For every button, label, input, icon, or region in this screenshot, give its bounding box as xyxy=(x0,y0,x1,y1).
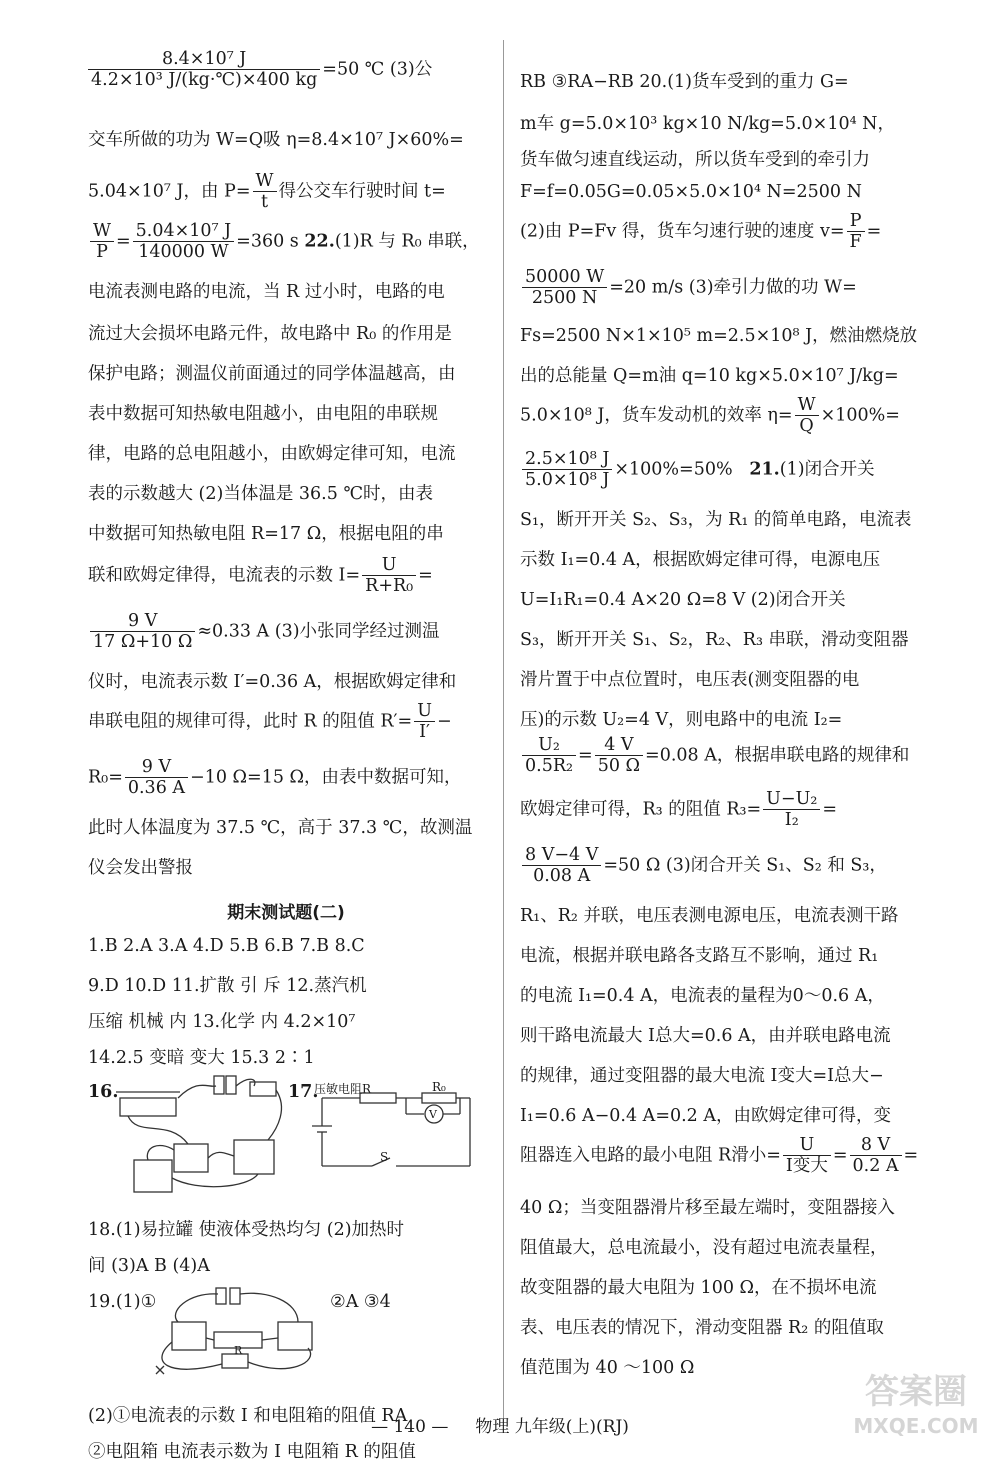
watermark-url: MXQE.COM xyxy=(853,1414,979,1438)
fraction: $\frac{8 V-4 V}{0.08 A}$ xyxy=(522,846,601,886)
diagram-label: R₀ xyxy=(432,1080,446,1094)
diagram-label: 压敏电阻R xyxy=(314,1082,372,1096)
fraction: $\frac{8 V}{0.2 A}$ xyxy=(850,1136,902,1176)
text-line: 流过大会损坏电路元件，故电路中 R₀ 的作用是 xyxy=(88,324,452,344)
text-line: 律，电路的总电阻越小，由欧姆定律可知，电流 xyxy=(88,444,456,464)
fraction: $\frac{U}{\text{I变大}}$ xyxy=(783,1136,831,1176)
text-line: 5.0×10⁸ J，货车发动机的效率 η= $\frac{W}{Q}$ ×100%= xyxy=(520,395,900,437)
text-line: I₁=0.6 A−0.4 A=0.2 A，由欧姆定律可得，变 xyxy=(520,1106,892,1126)
text-line: 出的总能量 Q=m油 q=10 kg×5.0×10⁷ J/kg= xyxy=(520,366,899,386)
text-line: 此时人体温度为 37.5 ℃，高于 37.3 ℃，故测温 xyxy=(88,818,473,838)
rheostat-icon xyxy=(120,1098,176,1116)
answer-line: 9.D 10.D 11.扩散 引 斥 12.蒸汽机 xyxy=(88,976,367,996)
text-line: 压)的示数 U₂=4 V，则电路中的电流 I₂= xyxy=(520,710,843,730)
text-line: RB ③RA−RB 20.(1)货车受到的重力 G= xyxy=(520,72,849,92)
answer-line: 间 (3)A B (4)A xyxy=(88,1256,210,1276)
text-line: 表、电压表的情况下，滑动变阻器 R₂ 的阻值取 xyxy=(520,1318,884,1338)
fraction: $\frac{\text{5.04×10⁷ J}}{140000 W}$ xyxy=(133,222,235,262)
text-line: $\frac{8 V-4 V}{0.08 A}$ =50 Ω (3)闭合开关 S₁、S₂ 和 S₃， xyxy=(520,846,887,886)
text-line: 表的示数越大 (2)当体温是 36.5 ℃时，由表 xyxy=(88,484,434,504)
text-line: R₀= $\frac{9 V}{0.36 A}$ −10 Ω=15 Ω，由表中数据可知， xyxy=(88,757,462,799)
page-number: — 140 — xyxy=(371,1417,449,1437)
watermark-logo xyxy=(846,1359,986,1443)
circuit-diagram-17 xyxy=(310,1092,480,1172)
fraction: $\frac{\text{U₂}}{\text{0.5R₂}}$ xyxy=(522,736,576,776)
text-line: F=f=0.05G=0.05×5.0×10⁴ N=2500 N xyxy=(520,182,862,202)
circuit-diagram-19 xyxy=(148,1282,326,1382)
text-line: 货车做匀速直线运动，所以货车受到的牵引力 xyxy=(520,150,870,170)
text-line: 5.04×10⁷ J，由 P= $\frac{W}{t}$ 得公交车行驶时间 t= xyxy=(88,171,446,213)
text-line: 阻值最大，总电流最小，没有超过电流表量程， xyxy=(520,1238,888,1258)
text-line: 交车所做的功为 W=Q吸 η=8.4×10⁷ J×60%= xyxy=(88,130,464,150)
text-line: (2)由 P=Fv 得，货车匀速行驶的速度 v= $\frac{P}{F}$ = xyxy=(520,211,882,253)
answer-line: 压缩 机械 内 13.化学 内 4.2×10⁷ xyxy=(88,1012,356,1032)
answer-line: ②A ③4 xyxy=(330,1292,391,1312)
text-line: 电流表测电路的电流，当 R 过小时，电路的电 xyxy=(88,282,445,302)
fraction: $\frac{W}{P}$ xyxy=(90,222,114,262)
text-line: U=I₁R₁=0.4 A×20 Ω=8 V (2)闭合开关 xyxy=(520,590,846,610)
diagram-label: S xyxy=(380,1150,389,1164)
ammeter-icon xyxy=(174,1144,208,1172)
pressure-resistor-icon xyxy=(360,1093,396,1103)
text-line: R₁、R₂ 并联，电压表测电源电压，电流表测干路 xyxy=(520,906,899,926)
fraction: $\frac{\text{2.5×10⁸ J}}{\text{5.0×10⁸ J}}$ xyxy=(522,450,612,490)
diagram-label: V xyxy=(429,1108,437,1121)
answer-line: 14.2.5 变暗 变大 15.3 2∶1 xyxy=(88,1048,315,1068)
text-line: 的电流 I₁=0.4 A，电流表的量程为0～0.6 A， xyxy=(520,986,885,1006)
text-line: $\frac{\text{2.5×10⁸ J}}{\text{5.0×10⁸ J}}$ ×100%=50% 21.(1)闭合开关 xyxy=(520,450,875,490)
text-line: S₃，断开开关 S₁、S₂，R₂、R₃ 串联，滑动变阻器 xyxy=(520,630,909,650)
section-title: 期末测试题(二) xyxy=(227,903,345,923)
question-number: 16. xyxy=(88,1082,119,1102)
answer-line: 19.(1)① xyxy=(88,1292,157,1312)
text-line: 欧姆定律可得，R₃ 的阻值 R₃= $\frac{\text{U−U₂}}{\text{I₂}}$ = xyxy=(520,789,838,831)
fixed-resistor-icon xyxy=(422,1093,456,1103)
text-line: 值范围为 40 ～100 Ω xyxy=(520,1358,695,1378)
text-line: 的规律，通过变阻器的最大电流 I变大=I总大− xyxy=(520,1066,884,1086)
diagram-label: R xyxy=(234,1344,243,1357)
text-line: 示数 I₁=0.4 A，根据欧姆定律可得，电源电压 xyxy=(520,550,881,570)
fraction: $\frac{9 V}{17 \Omega+10 \Omega}$ xyxy=(90,612,195,652)
answer-line: (2)①电流表的示数 I 和电阻箱的阻值 RA xyxy=(88,1406,408,1426)
watermark-text: 答案圈 xyxy=(865,1372,967,1412)
answer-line: 18.(1)易拉罐 使液体受热均匀 (2)加热时 xyxy=(88,1220,405,1240)
voltmeter-icon xyxy=(234,1140,274,1174)
fraction: $\frac{U}{I'}$ xyxy=(414,702,435,742)
text-line: 仪会发出警报 xyxy=(88,858,193,878)
fraction: $\frac{\text{8.4×10⁷ J}}{\text{4.2×10³ J/(kg·℃)×400 kg}}$ xyxy=(88,50,320,90)
fraction: $\frac{\text{U−U₂}}{\text{I₂}}$ xyxy=(763,790,820,830)
text-line: $\frac{\text{U₂}}{\text{0.5R₂}}$ = $\frac{4 V}{50 \Omega}$ =0.08 A，根据串联电路的规律和 xyxy=(520,736,909,776)
voltmeter-icon xyxy=(278,1322,312,1350)
fraction: $\frac{50000 W}{2500 N}$ xyxy=(522,268,607,308)
ammeter-icon xyxy=(172,1322,206,1350)
text-line: 电流，根据并联电路各支路互不影响，通过 R₁ xyxy=(520,946,879,966)
fraction: $\frac{U}{\text{R+R₀}}$ xyxy=(362,556,416,596)
text-line: 保护电路；测温仪前面通过的同学体温越高，由 xyxy=(88,364,456,384)
text-line: $\frac{W}{P}$ = $\frac{\text{5.04×10⁷ J}}{140000 W}$ =360 s 22.(1)R 与 R₀ 串联， xyxy=(88,222,480,262)
fraction: $\frac{P}{F}$ xyxy=(847,212,865,252)
text-line: $\frac{\text{8.4×10⁷ J}}{\text{4.2×10³ J/(kg·℃)×400 kg}}$ =50 ℃ (3)公 xyxy=(86,50,432,90)
text-line: 阻器连入电路的最小电阻 R滑小= $\frac{U}{\text{I变大}}$ = $\frac{8 V}{0.2 A}$ = xyxy=(520,1135,919,1177)
text-line: 则干路电流最大 I总大=0.6 A，由并联电路电流 xyxy=(520,1026,891,1046)
footer-subject: 物理 九年级(上)(RJ) xyxy=(475,1417,629,1437)
text-line: 串联电阻的规律可得，此时 R 的阻值 R′= $\frac{U}{I'}$ − xyxy=(88,701,452,743)
text-line: $\frac{50000 W}{2500 N}$ =20 m/s (3)牵引力做的功 W= xyxy=(520,268,857,308)
text-line: $\frac{9 V}{17 \Omega+10 \Omega}$ ≈0.33 A (3)小张同学经过测温 xyxy=(88,612,440,652)
question-number: 17. xyxy=(288,1082,319,1102)
text-line: 联和欧姆定律得，电流表的示数 I= $\frac{U}{\text{R+R₀}}$ = xyxy=(88,555,433,597)
fraction: $\frac{9 V}{0.36 A}$ xyxy=(125,758,188,798)
column-divider xyxy=(503,40,504,1420)
text-line: 滑片置于中点位置时，电压表(测变阻器的电 xyxy=(520,670,860,690)
text-line: m车 g=5.0×10³ kg×10 N/kg=5.0×10⁴ N， xyxy=(520,114,895,134)
fraction: $\frac{4 V}{50 \Omega}$ xyxy=(595,736,643,776)
text-line: 故变阻器的最大电阻为 100 Ω，在不损坏电流 xyxy=(520,1278,877,1298)
text-line: S₁，断开开关 S₂、S₃，为 R₁ 的简单电路，电流表 xyxy=(520,510,912,530)
fraction: $\frac{W}{t}$ xyxy=(253,172,277,212)
text-line: 中数据可知热敏电阻 R=17 Ω，根据电阻的串 xyxy=(88,524,444,544)
text-line: 40 Ω；当变阻器滑片移至最左端时，变阻器接入 xyxy=(520,1198,895,1218)
answer-line: ②电阻箱 电流表示数为 I 电阻箱 R 的阻值 xyxy=(88,1442,416,1462)
circuit-diagram-16 xyxy=(108,1068,298,1198)
text-line: 表中数据可知热敏电阻越小，由电阻的串联规 xyxy=(88,404,438,424)
answer-line: 1.B 2.A 3.A 4.D 5.B 6.B 7.B 8.C xyxy=(88,936,365,956)
fraction: $\frac{W}{Q}$ xyxy=(795,396,819,436)
text-line: 仪时，电流表示数 I′=0.36 A，根据欧姆定律和 xyxy=(88,672,457,692)
text-line: Fs=2500 N×1×10⁵ m=2.5×10⁸ J，燃油燃烧放 xyxy=(520,326,918,346)
